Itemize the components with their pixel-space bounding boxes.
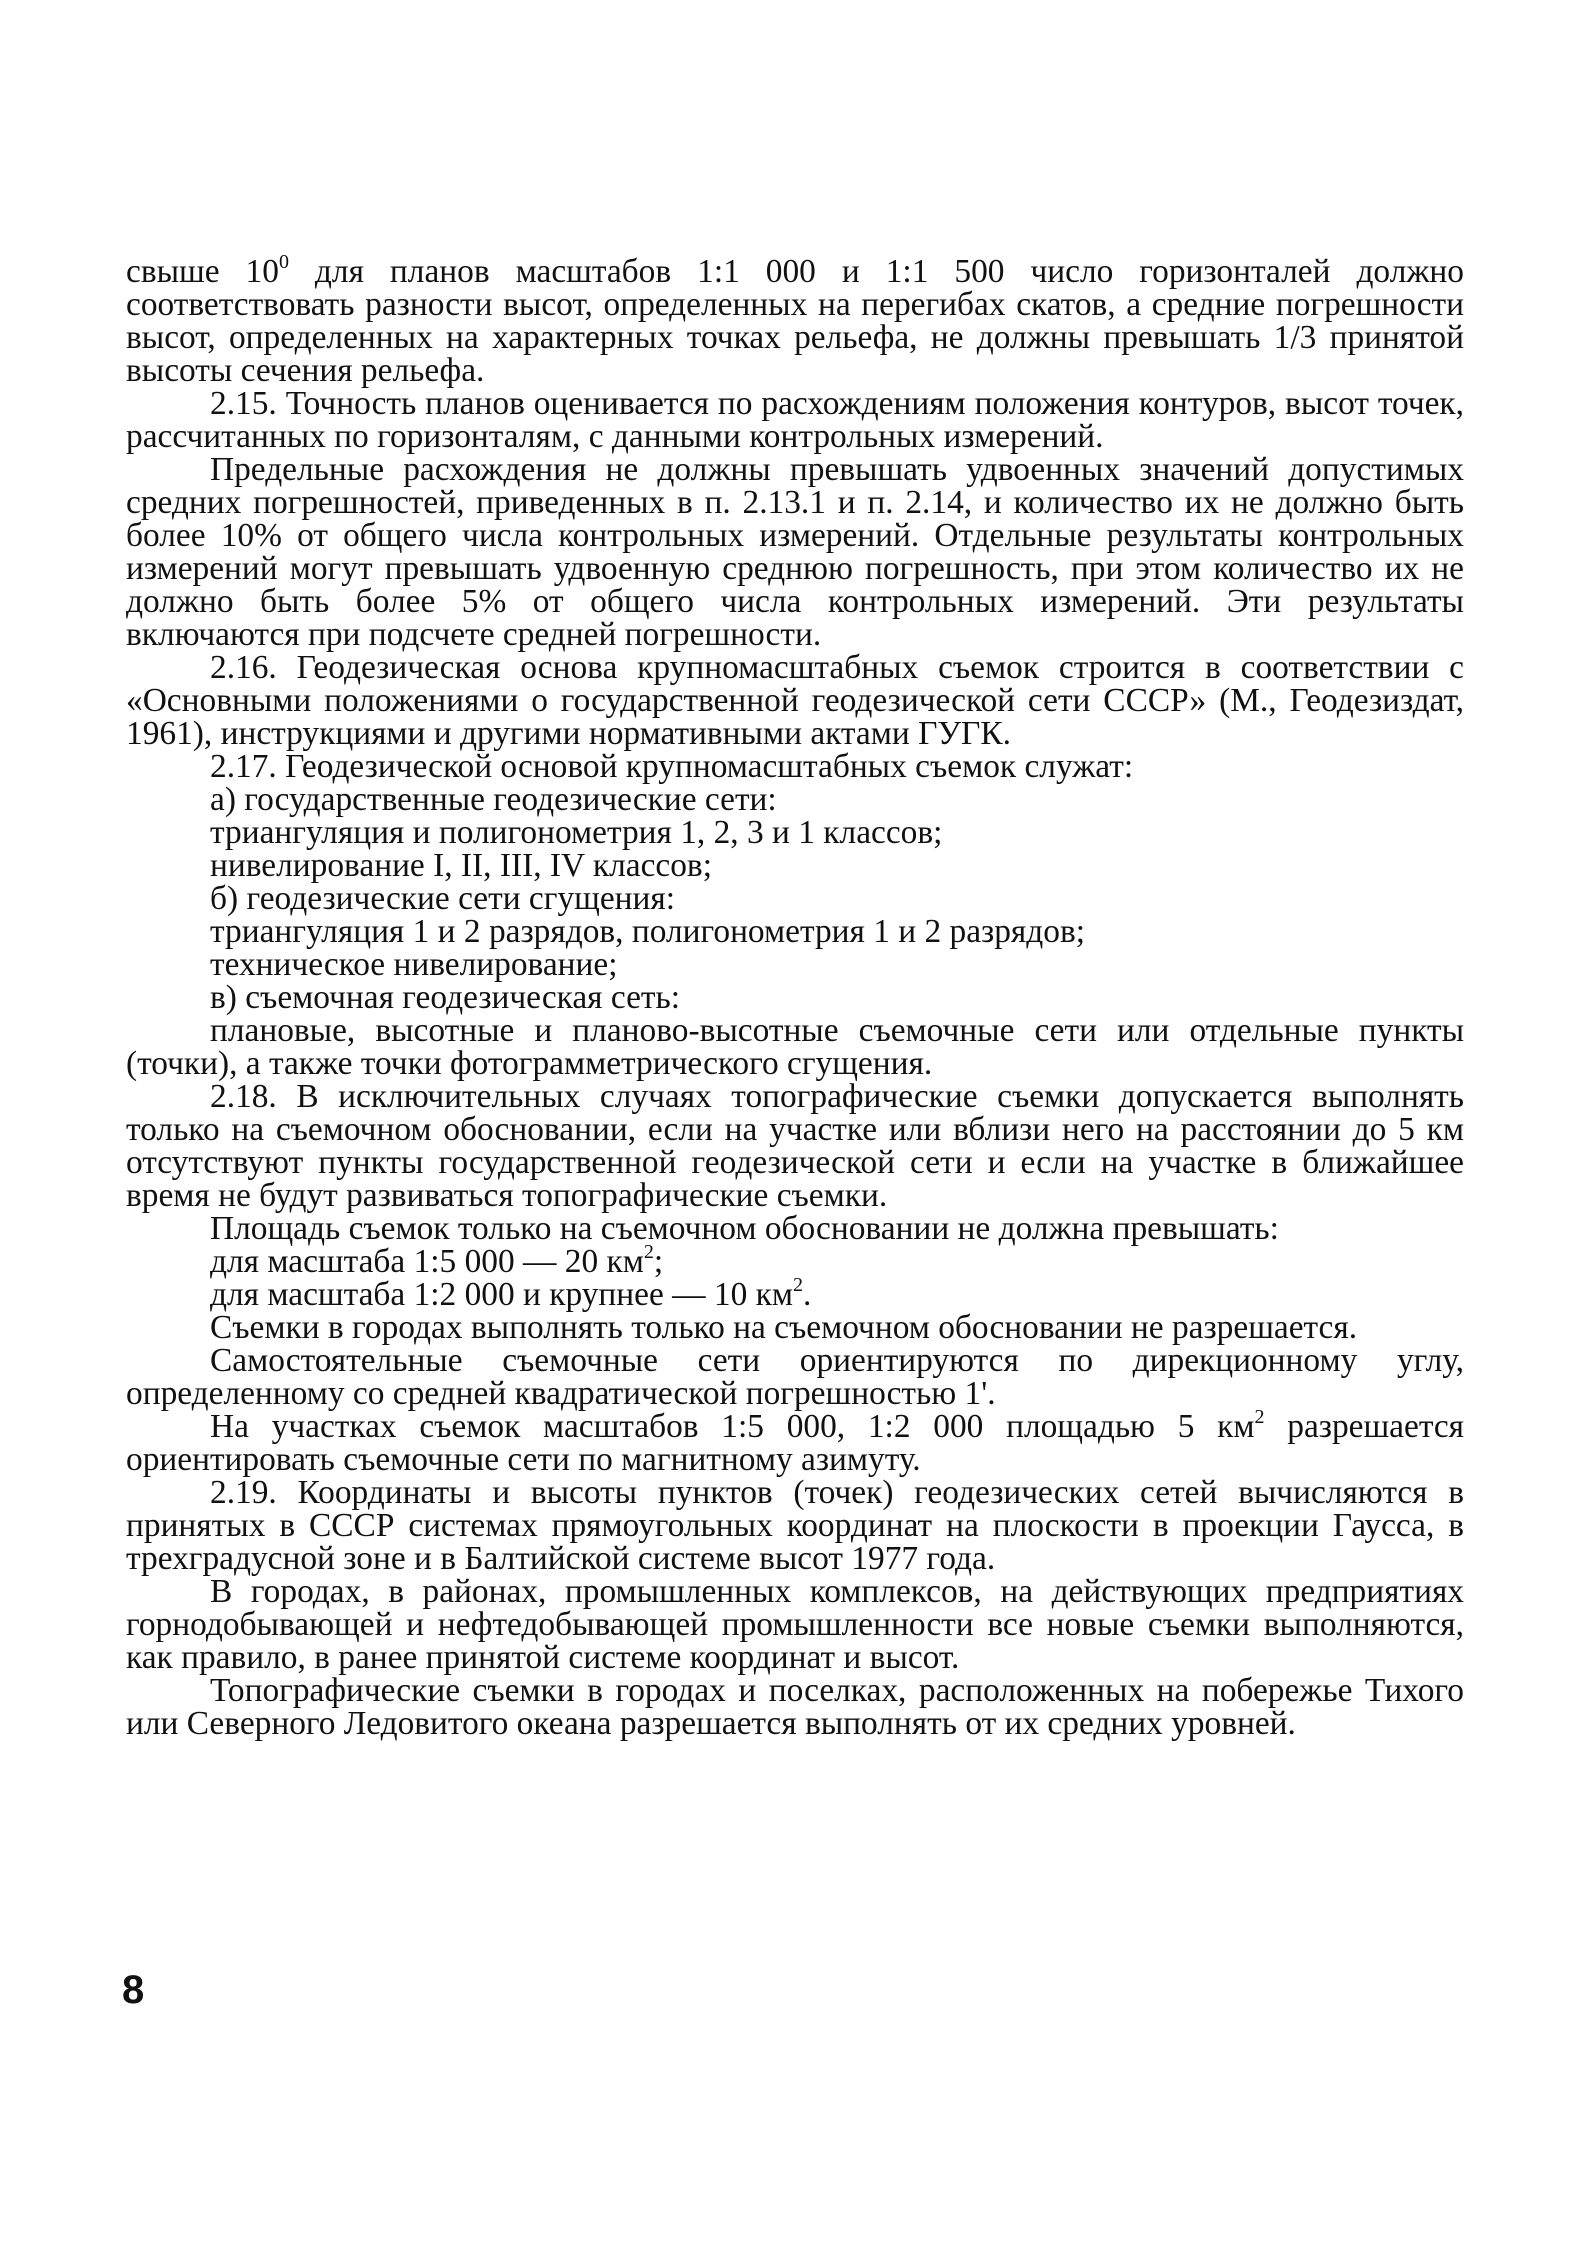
- paragraph-2-18: 2.18. В исключительных случаях топографические съемки допускается выполнять только на съемочном обосновании, если на участке или вблизи него на расстоянии до 5 км отсутствуют пункты государственной геодезической сети и если на участке в ближайшее время не будут развиваться топографические съемки.: [126, 1078, 1464, 1214]
- text-span: свыше 10: [126, 253, 279, 290]
- text-span: для планов масштабов 1:1 000 и 1:1 500 число горизонталей должно соответствовать разности высот, определенных на перегибах скатов, а средние погрешности высот, определенных на характерных точках рельефа, не должны превышать 1/3 принятой высоты сечения рельефа.: [126, 253, 1464, 389]
- list-item: триангуляция и полигонометрия 1, 2, 3 и 1 классов;: [210, 814, 943, 851]
- paragraph-area-limit: Площадь съемок только на съемочном обосновании не должна превышать:: [210, 1210, 1279, 1247]
- paragraph-scale-2000: [126, 1274, 1464, 1313]
- paragraph-magnetic-azimuth: [126, 1406, 1464, 1478]
- text-span: разрешается ориентировать съемочные сети по магнитному азимуту.: [126, 1408, 1464, 1478]
- paragraph-limit-discrepancies: Предельные расхождения не должны превышать удвоенных значений допустимых средних погрешностей, приведенных в п. 2.13.1 и п. 2.14, и количество их не должно быть более 10% от общего числа контрольных измерений. Отдельные результаты контрольных измерений могут превышать удвоенную среднюю погрешность, при этом количество их не должно быть более 5% от общего числа контрольных измерений. Эти результаты включаются при подсчете средней погрешности.: [126, 451, 1464, 653]
- paragraph-slope-contours: [126, 251, 1464, 389]
- list-item: а) государственные геодезические сети:: [210, 781, 777, 818]
- paragraph-cities-systems: В городах, в районах, промышленных комплексов, на действующих предприятиях горнодобывающей и нефтедобывающей промышленности все новые съемки выполняются, как правило, в ранее принятой системе координат и высот.: [126, 1573, 1464, 1676]
- paragraph-2-16: 2.16. Геодезическая основа крупномасштабных съемок строится в соответствии с «Основными положениями о государственной геодезической сети СССР» (М., Геодезиздат, 1961), инструкциями и другими нормативными актами ГУГК.: [126, 649, 1464, 752]
- paragraph-coastal-surveys: Топографические съемки в городах и поселках, расположенных на побережье Тихого или Северного Ледовитого океана разрешается выполнять от их средних уровней.: [126, 1672, 1464, 1742]
- text-span: ;: [653, 1243, 664, 1280]
- text-span: .: [802, 1276, 812, 1313]
- paragraph-2-19: 2.19. Координаты и высоты пунктов (точек) геодезических сетей вычисляются в принятых в СССР системах прямоугольных координат на плоскости в проекции Гаусса, в трехградусной зоне и в Балтийской системе высот 1977 года.: [126, 1474, 1464, 1577]
- paragraph-2-17: 2.17. Геодезической основой крупномасштабных съемок служат:: [210, 748, 1134, 785]
- text-span: для масштаба 1:5 000 — 20 км: [210, 1243, 644, 1280]
- geodetic-basis-list: [126, 783, 1464, 1014]
- superscript: 2: [643, 1241, 654, 1263]
- list-item: нивелирование I, II, III, IV классов;: [210, 847, 712, 884]
- paragraph-independent-networks: Самостоятельные съемочные сети ориентируются по дирекционному углу, определенному со средней квадратической погрешностью 1'.: [126, 1342, 1464, 1412]
- paragraph-city-surveys: Съемки в городах выполнять только на съемочном обосновании не разрешается.: [210, 1309, 1358, 1346]
- list-item: б) геодезические сети сгущения:: [210, 880, 676, 917]
- page-number: 8: [122, 1968, 145, 2012]
- document-body: [126, 251, 1464, 1742]
- text-span: На участках съемок масштабов 1:5 000, 1:2 000 площадью 5 км: [210, 1408, 1255, 1445]
- list-item: в) съемочная геодезическая сеть:: [210, 979, 681, 1016]
- list-item: техническое нивелирование;: [210, 946, 618, 983]
- superscript: 2: [792, 1274, 803, 1296]
- superscript: 2: [1254, 1406, 1265, 1428]
- text-span: для масштаба 1:2 000 и крупнее — 10 км: [210, 1276, 793, 1313]
- superscript: 0: [278, 251, 289, 273]
- list-item: триангуляция 1 и 2 разрядов, полигонометрия 1 и 2 разрядов;: [210, 913, 1086, 950]
- paragraph-2-15: 2.15. Точность планов оценивается по расхождениям положения контуров, высот точек, рассчитанных по горизонталям, с данными контрольных измерений.: [126, 385, 1464, 455]
- paragraph-survey-networks: плановые, высотные и планово-высотные съемочные сети или отдельные пункты (точки), а также точки фотограмметрического сгущения.: [126, 1012, 1464, 1082]
